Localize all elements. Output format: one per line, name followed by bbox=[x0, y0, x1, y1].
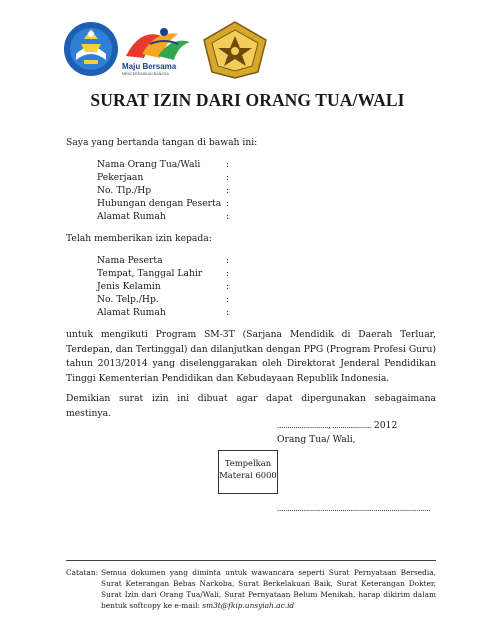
field-label: No. Tlp./Hp bbox=[97, 185, 152, 196]
field-label: Tempat, Tanggal Lahir bbox=[97, 268, 203, 279]
field-colon: : bbox=[226, 211, 230, 222]
page-title: SURAT IZIN DARI ORANG TUA/WALI bbox=[90, 90, 405, 110]
field-colon: : bbox=[226, 255, 230, 266]
date-line bbox=[277, 419, 397, 432]
date-dots: ........................., ................... bbox=[277, 421, 371, 430]
footer-email: sm3t@fkip.unsyiah.ac.id bbox=[202, 601, 295, 610]
field-label: Jenis Kelamin bbox=[97, 281, 161, 292]
stamp-box bbox=[218, 450, 278, 494]
stamp-line: Tempelkan bbox=[224, 458, 272, 468]
field-colon: : bbox=[226, 281, 230, 292]
field-label: Pekerjaan bbox=[97, 172, 144, 183]
field-label: Hubungan dengan Peserta bbox=[97, 198, 222, 209]
field-colon: : bbox=[226, 185, 230, 196]
field-label: Nama Orang Tua/Wali bbox=[97, 159, 201, 170]
field-label: Alamat Rumah bbox=[97, 307, 166, 318]
date-year: 2012 bbox=[373, 420, 398, 431]
field-colon: : bbox=[226, 268, 230, 279]
footer-body bbox=[101, 567, 436, 611]
footer-label: Catatan: bbox=[66, 568, 99, 577]
intro-text: Saya yang bertanda tangan di bawah ini: bbox=[66, 137, 258, 148]
maju-bersama-logo bbox=[120, 24, 204, 80]
maju-bersama-icon bbox=[120, 24, 204, 64]
field-colon: : bbox=[226, 159, 230, 170]
field-colon: : bbox=[226, 294, 230, 305]
field-label: Nama Peserta bbox=[97, 255, 163, 266]
logo-tagline: Maju Bersama bbox=[122, 62, 177, 71]
footer-text: Semua dokumen yang diminta untuk wawancara seperti Surat Pernyataan Bersedia, Surat Keterangan Bebas Narkoba, Surat Berkelakuan Baik, Surat Keterangan Dokter, Surat Izin dari Orang Tua/Wali, Surat Pernyataan Belum Menikah, harap dikirim dalam bentuk softcopy ke e-mail: bbox=[101, 568, 436, 610]
field-colon: : bbox=[226, 198, 230, 209]
field-label: No. Telp./Hp. bbox=[97, 294, 159, 305]
body-paragraph: untuk mengikuti Program SM-3T (Sarjana Mendidik di Daerah Terluar, Terdepan, dan Tertinggal) dan dilanjutkan dengan PPG (Program Profesi Guru) tahun 2013/2014 yang diselenggarakan oleh Direktorat Jenderal Pendidikan Tinggi Kementerian Pendidikan dan Kebudayaan Republik Indonesia. bbox=[66, 329, 436, 384]
ministry-emblem-icon bbox=[62, 20, 120, 78]
university-crest-icon bbox=[200, 20, 270, 80]
footer-divider bbox=[66, 560, 436, 561]
signature-line: ........................................................................... bbox=[277, 504, 431, 513]
logo-subtagline: MENCERDASKAN BANGSA bbox=[122, 72, 170, 76]
signer-label: Orang Tua/ Wali, bbox=[277, 434, 356, 445]
field-label: Alamat Rumah bbox=[97, 211, 166, 222]
consent-text: Telah memberikan izin kepada: bbox=[66, 233, 212, 244]
field-colon: : bbox=[226, 307, 230, 318]
closing-paragraph: Demikian surat izin ini dibuat agar dapat dipergunakan sebagaimana mestinya. bbox=[66, 393, 436, 419]
field-colon: : bbox=[226, 172, 230, 183]
stamp-line: Materai 6000 bbox=[219, 470, 277, 480]
